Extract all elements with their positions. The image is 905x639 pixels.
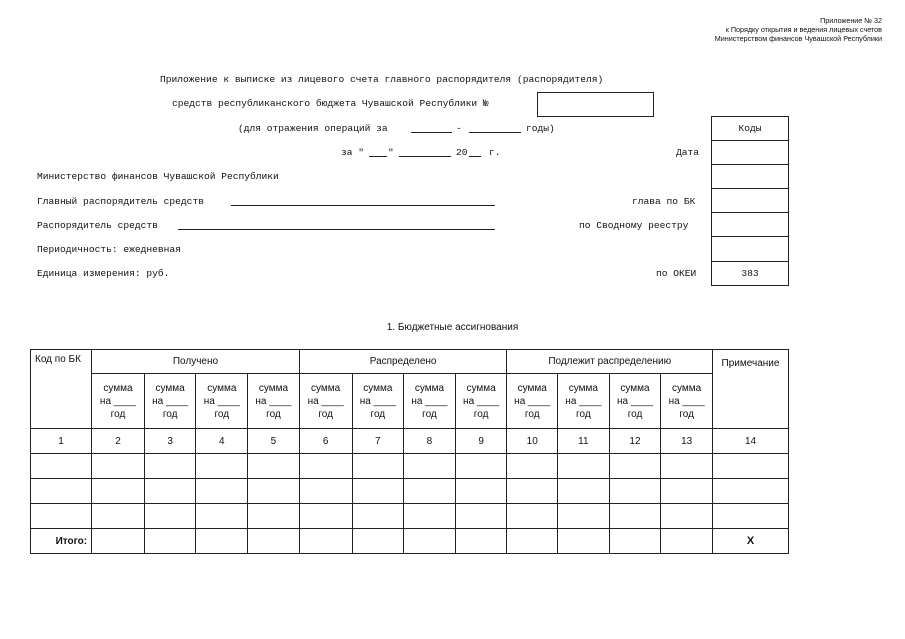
table-cell[interactable]: [248, 504, 300, 529]
sum-year-header-line: на ____: [255, 395, 292, 407]
column-number: 3: [144, 429, 196, 454]
sum-year-header-line: сумма: [517, 382, 547, 394]
sum-year-header-line: сумма: [672, 382, 702, 394]
column-number: 8: [404, 429, 456, 454]
sum-year-header-line: год: [318, 408, 333, 420]
sum-year-header-line: сумма: [155, 382, 185, 394]
table-cell[interactable]: [352, 504, 404, 529]
manager-label: Распорядитель средств: [37, 220, 158, 231]
period-dash: -: [456, 123, 462, 134]
group-received: Получено: [92, 350, 300, 374]
bk-chapter-label: глава по БК: [632, 196, 696, 207]
consolidated-registry-label: по Сводному реестру: [579, 220, 689, 231]
sum-year-header: [558, 374, 610, 429]
table-cell[interactable]: [558, 454, 610, 479]
sum-year-header-line: сумма: [207, 382, 237, 394]
unit-of-measure: Единица измерения: руб.: [37, 268, 170, 279]
date-label: Дата: [676, 147, 700, 158]
sum-year-header: [455, 374, 507, 429]
sum-year-header-line: сумма: [414, 382, 445, 394]
table-cell[interactable]: [248, 454, 300, 479]
sum-year-header-line: год: [266, 408, 281, 420]
period-end-field[interactable]: [469, 132, 521, 133]
ministry-name: Министерство финансов Чувашской Республики: [37, 171, 279, 182]
total-cell[interactable]: [558, 529, 610, 554]
total-cell[interactable]: [661, 529, 713, 554]
sum-year-header-line: сумма: [258, 382, 289, 394]
table-cell[interactable]: [144, 454, 196, 479]
table-cell[interactable]: [609, 454, 661, 479]
column-number: 7: [352, 429, 404, 454]
codes-table: [711, 116, 789, 286]
sum-year-header-line: на ____: [99, 395, 137, 407]
codes-header: Коды: [712, 117, 789, 141]
account-number-field[interactable]: [537, 92, 654, 117]
appendix-number: Приложение № 32: [820, 16, 882, 25]
sum-year-header-line: год: [576, 408, 591, 420]
date-year-field[interactable]: [469, 156, 481, 157]
sum-year-header-line: на ____: [668, 395, 705, 407]
table-cell[interactable]: [507, 504, 558, 529]
total-cell[interactable]: [352, 529, 404, 554]
date-month-field[interactable]: [399, 156, 451, 157]
sum-year-header-line: год: [679, 408, 694, 420]
col-note: Примечание: [713, 350, 789, 429]
date-year-prefix: 20: [456, 147, 468, 158]
table-row: [31, 504, 789, 529]
date-day-field[interactable]: [369, 156, 387, 157]
sum-year-header-line: год: [473, 408, 489, 420]
period-suffix: годы): [526, 123, 555, 134]
total-cell[interactable]: [455, 529, 507, 554]
table-cell[interactable]: [31, 454, 92, 479]
sum-year-header-line: на ____: [152, 395, 189, 407]
total-cell[interactable]: [144, 529, 196, 554]
table-cell[interactable]: [661, 479, 713, 504]
date-year-suffix: г.: [489, 147, 501, 158]
date-prefix: за ": [341, 147, 365, 158]
code-bk-cell[interactable]: [712, 189, 789, 213]
form-title-line2: средств республиканского бюджета Чувашской Республики №: [172, 98, 489, 109]
table-cell[interactable]: [248, 479, 300, 504]
total-cell[interactable]: [609, 529, 661, 554]
sum-year-header: [352, 374, 404, 429]
table-cell[interactable]: [31, 504, 92, 529]
table-cell[interactable]: [404, 504, 456, 529]
sum-year-header-line: на ____: [565, 395, 602, 407]
total-label: Итого:: [31, 529, 92, 554]
total-note: X: [713, 529, 789, 554]
table-cell[interactable]: [507, 479, 558, 504]
sum-year-header-line: на ____: [463, 395, 500, 407]
code-okei-cell: 383: [712, 261, 789, 285]
budget-allocations-table: [30, 349, 789, 554]
table-cell[interactable]: [299, 504, 352, 529]
sum-year-header-line: сумма: [620, 382, 650, 394]
sum-year-header-line: год: [162, 408, 178, 420]
sum-year-header: [609, 374, 661, 429]
table-cell[interactable]: [92, 479, 145, 504]
sum-year-header: [196, 374, 248, 429]
table-cell[interactable]: [196, 479, 248, 504]
table-cell[interactable]: [92, 504, 145, 529]
column-number: 1: [31, 429, 92, 454]
period-prefix: (для отражения операций за: [238, 123, 388, 134]
sum-year-header-line: на ____: [307, 395, 344, 407]
table-cell[interactable]: [352, 454, 404, 479]
table-cell[interactable]: [661, 504, 713, 529]
table-cell[interactable]: [713, 504, 789, 529]
column-number: 6: [299, 429, 352, 454]
column-number: 14: [713, 429, 789, 454]
column-number: 10: [507, 429, 558, 454]
table-cell[interactable]: [609, 504, 661, 529]
table-cell[interactable]: [455, 504, 507, 529]
table-cell[interactable]: [299, 479, 352, 504]
table-cell[interactable]: [352, 479, 404, 504]
date-quote: ": [388, 147, 394, 158]
table-cell[interactable]: [558, 504, 610, 529]
table-cell[interactable]: [196, 504, 248, 529]
group-to-distribute: Подлежит распределению: [507, 350, 713, 374]
table-cell[interactable]: [609, 479, 661, 504]
total-cell[interactable]: [92, 529, 145, 554]
sum-year-header: [299, 374, 352, 429]
table-cell[interactable]: [404, 479, 456, 504]
sum-year-header-line: сумма: [363, 382, 393, 394]
table-cell[interactable]: [507, 454, 558, 479]
sum-year-header-line: сумма: [568, 382, 598, 394]
table-cell[interactable]: [455, 454, 507, 479]
manager-field[interactable]: [178, 229, 495, 230]
table-cell[interactable]: [558, 479, 610, 504]
group-distributed: Распределено: [299, 350, 507, 374]
total-cell[interactable]: [507, 529, 558, 554]
table-cell[interactable]: [31, 479, 92, 504]
sum-year-header: [507, 374, 558, 429]
column-number: 4: [196, 429, 248, 454]
appendix-ministry: Министерством финансов Чувашской Республики: [714, 34, 882, 43]
sum-year-header-line: на ____: [203, 395, 240, 407]
column-number: 12: [609, 429, 661, 454]
sum-year-header: [404, 374, 456, 429]
table-row: [31, 454, 789, 479]
total-row: [31, 529, 789, 554]
table-cell[interactable]: [196, 454, 248, 479]
main-manager-label: Главный распорядитель средств: [37, 196, 204, 207]
sum-year-header-line: год: [524, 408, 540, 420]
table-cell[interactable]: [713, 454, 789, 479]
sum-year-header-line: на ____: [359, 395, 396, 407]
column-number: 5: [248, 429, 300, 454]
table-cell[interactable]: [713, 479, 789, 504]
sum-year-header-line: сумма: [103, 382, 133, 394]
total-cell[interactable]: [299, 529, 352, 554]
code-cell[interactable]: [712, 237, 789, 261]
sum-year-header-line: год: [214, 408, 230, 420]
sum-year-header-line: год: [110, 408, 126, 420]
code-date-cell[interactable]: [712, 141, 789, 165]
column-number: 2: [92, 429, 145, 454]
main-manager-field[interactable]: [231, 205, 495, 206]
table-cell[interactable]: [404, 454, 456, 479]
column-number: 11: [558, 429, 610, 454]
sum-year-header-line: сумма: [311, 382, 341, 394]
table-cell[interactable]: [144, 479, 196, 504]
table-cell[interactable]: [299, 454, 352, 479]
period-start-field[interactable]: [411, 132, 452, 133]
column-number: 13: [661, 429, 713, 454]
sum-year-header-line: сумма: [466, 382, 496, 394]
sum-year-header-line: год: [627, 408, 643, 420]
table-cell[interactable]: [144, 504, 196, 529]
sum-year-header: [248, 374, 300, 429]
code-cell[interactable]: [712, 165, 789, 189]
section-title: 1. Бюджетные ассигнования: [386, 322, 519, 333]
table-cell[interactable]: [661, 454, 713, 479]
column-number: 9: [455, 429, 507, 454]
sum-year-header-line: год: [422, 408, 437, 420]
total-cell[interactable]: [248, 529, 300, 554]
sum-year-header: [92, 374, 145, 429]
sum-year-header: [661, 374, 713, 429]
total-cell[interactable]: [404, 529, 456, 554]
appendix-order: к Порядку открытия и ведения лицевых счетов: [725, 25, 882, 34]
appendix-reference: [582, 16, 882, 43]
sum-year-header-line: на ____: [616, 395, 654, 407]
okei-label: по ОКЕИ: [656, 268, 697, 279]
form-title-line1: Приложение к выписке из лицевого счета главного распорядителя (распорядителя): [160, 74, 604, 85]
periodicity: Периодичность: ежедневная: [37, 244, 181, 255]
table-cell[interactable]: [92, 454, 145, 479]
col-kod-bk: Код по БК: [31, 350, 92, 429]
sum-year-header-line: на ____: [514, 395, 551, 407]
sum-year-header-line: год: [370, 408, 386, 420]
total-cell[interactable]: [196, 529, 248, 554]
sum-year-header: [144, 374, 196, 429]
code-registry-cell[interactable]: [712, 213, 789, 237]
table-cell[interactable]: [455, 479, 507, 504]
table-row: [31, 479, 789, 504]
sum-year-header-line: на ____: [411, 395, 448, 407]
